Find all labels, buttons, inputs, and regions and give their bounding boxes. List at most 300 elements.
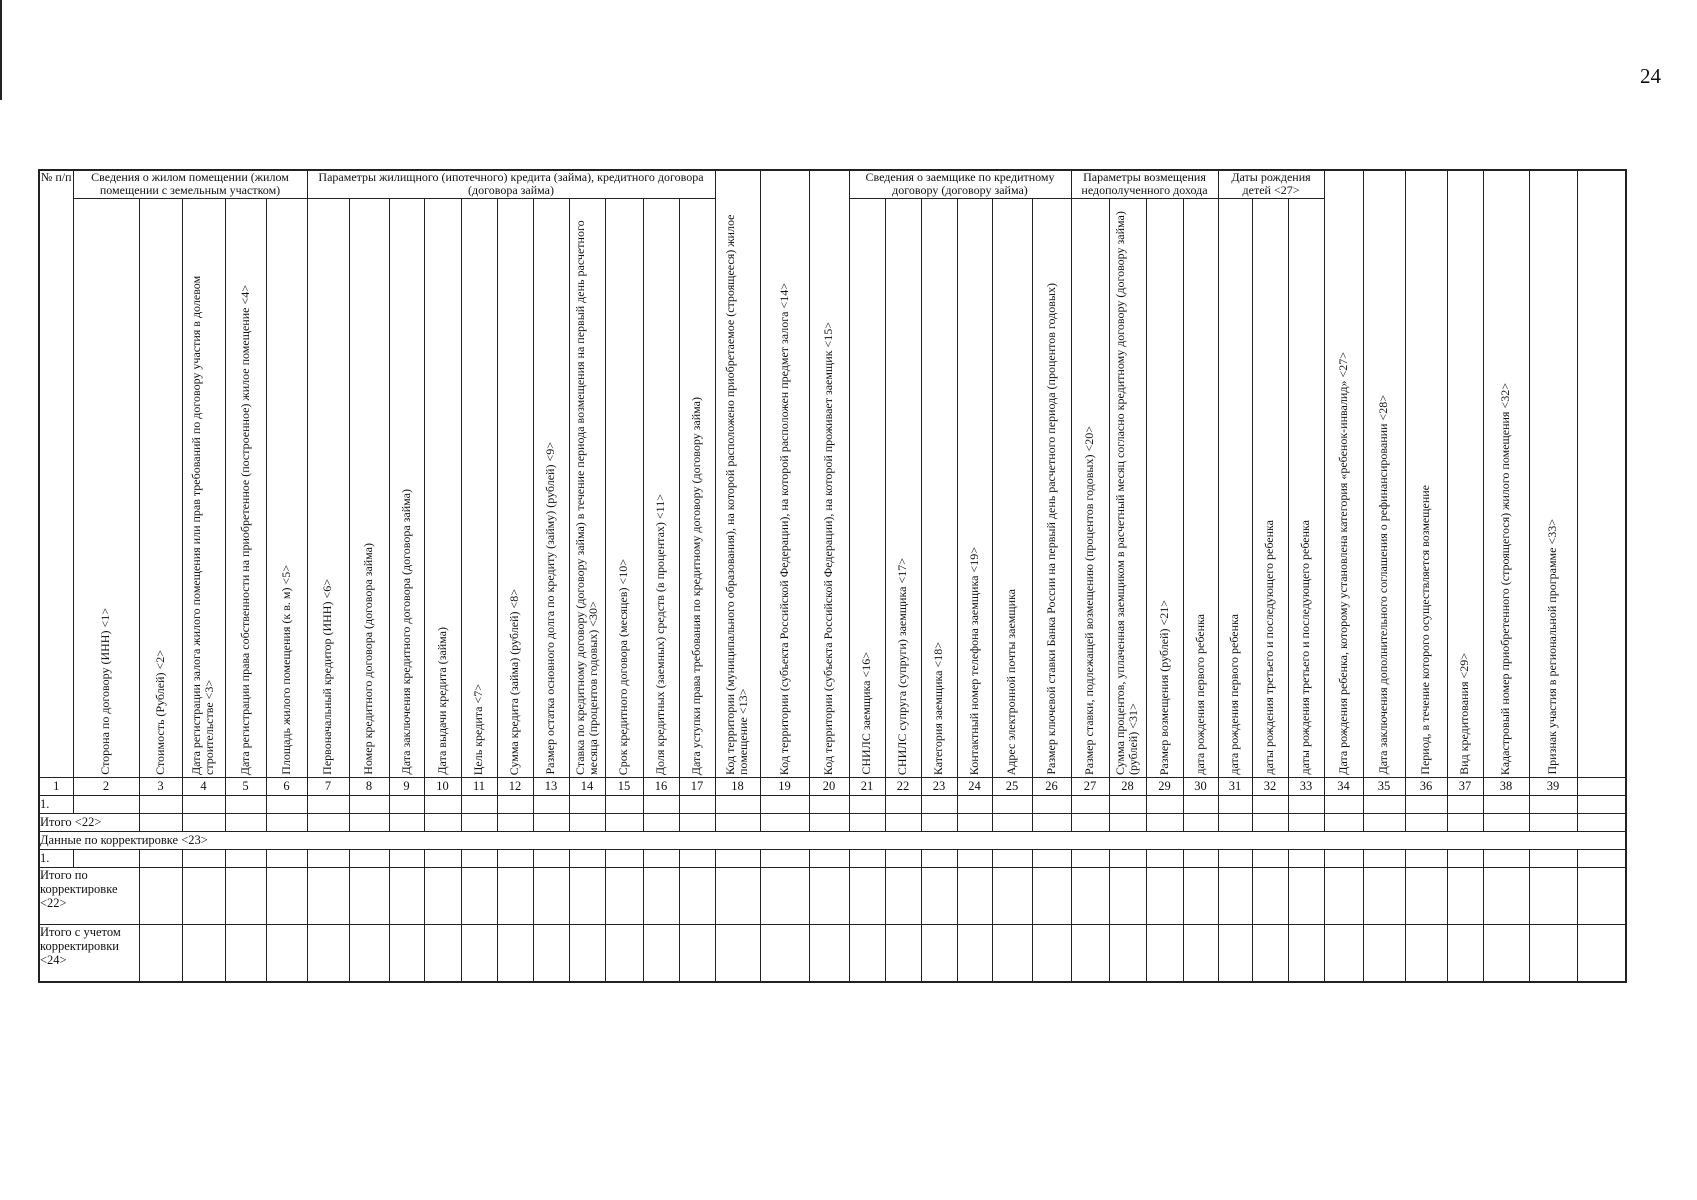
data-cell[interactable] bbox=[760, 795, 809, 813]
data-cell[interactable] bbox=[389, 867, 424, 924]
column-header-text: Размер возмещения (рублей) <21> bbox=[1156, 599, 1171, 775]
data-cell[interactable] bbox=[643, 813, 679, 831]
data-cell[interactable] bbox=[307, 849, 349, 867]
column-number: 5 bbox=[225, 777, 266, 795]
column-header-text: Категория заемщика <18> bbox=[931, 641, 946, 775]
correction-row-1-label: 1. bbox=[39, 849, 73, 867]
data-cell[interactable] bbox=[569, 813, 605, 831]
column-number: 29 bbox=[1146, 777, 1183, 795]
data-cell[interactable] bbox=[349, 867, 389, 924]
column-number: 23 bbox=[921, 777, 957, 795]
group-borrower-header: Сведения о заемщике по кредитному договору (договору займа) bbox=[849, 170, 1071, 198]
data-cell[interactable] bbox=[1146, 795, 1183, 813]
data-cell[interactable] bbox=[809, 813, 849, 831]
column-number: 6 bbox=[266, 777, 307, 795]
data-cell[interactable] bbox=[533, 924, 569, 982]
column-header-text: Код территории (субъекта Российской Федерации), на которой расположен предмет залога <14> bbox=[776, 282, 791, 775]
data-cell[interactable] bbox=[73, 849, 139, 867]
data-cell[interactable] bbox=[1109, 795, 1146, 813]
column-number: 25 bbox=[992, 777, 1032, 795]
data-cell[interactable] bbox=[225, 813, 266, 831]
column-header-29 bbox=[1146, 198, 1183, 777]
data-cell[interactable] bbox=[1218, 924, 1252, 982]
total-with-corrections-row bbox=[39, 924, 1626, 982]
column-header-text: дата рождения первого ребенка bbox=[1227, 614, 1242, 775]
data-cell[interactable] bbox=[533, 849, 569, 867]
column-number: 26 bbox=[1032, 777, 1071, 795]
total-with-corrections-row-label: Итого с учетом корректировки <24> bbox=[39, 924, 139, 982]
corrections-row bbox=[39, 831, 1626, 849]
data-cell[interactable] bbox=[1071, 813, 1109, 831]
data-cell[interactable] bbox=[760, 813, 809, 831]
data-cell[interactable] bbox=[307, 795, 349, 813]
column-header-text: Код территории (субъекта Российской Федерации), на которой проживает заемщик <15> bbox=[821, 321, 836, 775]
data-cell[interactable] bbox=[1288, 795, 1324, 813]
group-children-header: Даты рождения детей <27> bbox=[1218, 170, 1324, 198]
data-cell[interactable] bbox=[497, 924, 533, 982]
data-cell[interactable] bbox=[1109, 924, 1146, 982]
data-cell[interactable] bbox=[885, 924, 921, 982]
data-cell[interactable] bbox=[533, 867, 569, 924]
data-cell[interactable] bbox=[921, 795, 957, 813]
data-cell[interactable] bbox=[389, 813, 424, 831]
column-header-18 bbox=[715, 170, 760, 777]
data-cell[interactable] bbox=[679, 867, 715, 924]
data-cell[interactable] bbox=[225, 924, 266, 982]
data-cell[interactable] bbox=[461, 867, 497, 924]
data-cell[interactable] bbox=[1529, 813, 1577, 831]
column-header-text: Ставка по кредитному договору (договору займа) в течение периода возмещения на первый день расчетного месяца (процентов годовых) <30> bbox=[572, 220, 600, 775]
data-cell[interactable] bbox=[497, 813, 533, 831]
column-header-30 bbox=[1183, 198, 1218, 777]
data-cell[interactable] bbox=[643, 867, 679, 924]
data-cell[interactable] bbox=[307, 813, 349, 831]
column-header-text: Первоначальный кредитор (ИНН) <6> bbox=[320, 579, 335, 775]
page-number: 24 bbox=[1640, 64, 1661, 88]
column-header-25 bbox=[992, 198, 1032, 777]
column-header-19 bbox=[760, 170, 809, 777]
data-cell[interactable] bbox=[1447, 813, 1483, 831]
column-number: 38 bbox=[1483, 777, 1529, 795]
data-cell[interactable] bbox=[992, 867, 1032, 924]
data-cell[interactable] bbox=[1405, 924, 1447, 982]
column-number: 33 bbox=[1288, 777, 1324, 795]
column-number: 11 bbox=[461, 777, 497, 795]
data-cell[interactable] bbox=[1252, 849, 1288, 867]
data-cell[interactable] bbox=[957, 813, 992, 831]
column-number: 9 bbox=[389, 777, 424, 795]
data-cell[interactable] bbox=[1483, 849, 1529, 867]
column-header-5 bbox=[266, 198, 307, 777]
column-header-22 bbox=[885, 198, 921, 777]
column-header-32 bbox=[1252, 198, 1288, 777]
column-header-20 bbox=[809, 170, 849, 777]
column-number: 21 bbox=[849, 777, 885, 795]
data-cell[interactable] bbox=[605, 795, 643, 813]
data-cell[interactable] bbox=[182, 813, 225, 831]
column-header-38 bbox=[1529, 170, 1577, 777]
data-cell[interactable] bbox=[715, 813, 760, 831]
data-cell[interactable] bbox=[1483, 924, 1529, 982]
data-cell[interactable] bbox=[1529, 795, 1577, 813]
column-header-16 bbox=[679, 198, 715, 777]
data-cell[interactable] bbox=[1109, 813, 1146, 831]
data-cell[interactable] bbox=[715, 867, 760, 924]
data-cell[interactable] bbox=[1146, 849, 1183, 867]
column-header-24 bbox=[957, 198, 992, 777]
data-cell[interactable] bbox=[349, 795, 389, 813]
data-cell[interactable] bbox=[266, 867, 307, 924]
data-cell[interactable] bbox=[1032, 849, 1071, 867]
column-header-text: Период, в течение которого осуществляется возмещение bbox=[1418, 485, 1433, 775]
column-number bbox=[1577, 777, 1626, 795]
column-header-11 bbox=[497, 198, 533, 777]
group-compensation-header: Параметры возмещения недополученного дохода bbox=[1071, 170, 1218, 198]
data-cell[interactable] bbox=[1183, 813, 1218, 831]
data-cell[interactable] bbox=[643, 924, 679, 982]
column-header-text: СНИЛС супруга (супруги) заемщика <17> bbox=[895, 557, 910, 775]
column-number: 37 bbox=[1447, 777, 1483, 795]
data-cell[interactable] bbox=[1288, 924, 1324, 982]
data-cell[interactable] bbox=[1405, 813, 1447, 831]
column-header-text: Дата регистрации залога жилого помещения или прав требований по договору участия в долевом строительстве <3> bbox=[189, 275, 217, 775]
data-cell[interactable] bbox=[1218, 813, 1252, 831]
data-cell[interactable] bbox=[1577, 924, 1626, 982]
data-cell[interactable] bbox=[424, 849, 461, 867]
data-cell[interactable] bbox=[1109, 849, 1146, 867]
data-cell[interactable] bbox=[461, 849, 497, 867]
data-cell[interactable] bbox=[1363, 924, 1405, 982]
data-cell[interactable] bbox=[139, 795, 182, 813]
data-cell[interactable] bbox=[139, 924, 182, 982]
data-cell[interactable] bbox=[389, 795, 424, 813]
column-number: 22 bbox=[885, 777, 921, 795]
data-cell[interactable] bbox=[1032, 924, 1071, 982]
data-cell[interactable] bbox=[139, 849, 182, 867]
data-cell[interactable] bbox=[605, 849, 643, 867]
column-header-14 bbox=[605, 198, 643, 777]
column-header-30 bbox=[1218, 198, 1252, 777]
data-cell[interactable] bbox=[1071, 795, 1109, 813]
column-number: 7 bbox=[307, 777, 349, 795]
data-cell[interactable] bbox=[1218, 795, 1252, 813]
data-cell[interactable] bbox=[424, 924, 461, 982]
data-cell[interactable] bbox=[1288, 867, 1324, 924]
data-row-1-label: 1. bbox=[39, 795, 73, 813]
data-cell[interactable] bbox=[1183, 924, 1218, 982]
data-cell[interactable] bbox=[307, 867, 349, 924]
data-cell[interactable] bbox=[569, 795, 605, 813]
data-cell[interactable] bbox=[1288, 813, 1324, 831]
column-header-26 bbox=[1032, 198, 1071, 777]
data-cell[interactable] bbox=[921, 849, 957, 867]
data-cell[interactable] bbox=[992, 795, 1032, 813]
data-cell[interactable] bbox=[1183, 867, 1218, 924]
data-cell[interactable] bbox=[1146, 924, 1183, 982]
column-header-text: Размер ключевой ставки Банка России на первый день расчетного периода (процентов годовых) bbox=[1043, 283, 1058, 775]
column-header-3 bbox=[182, 198, 225, 777]
data-cell[interactable] bbox=[1183, 849, 1218, 867]
data-cell[interactable] bbox=[461, 924, 497, 982]
column-header-text: Контактный номер телефона заемщика <19> bbox=[966, 546, 981, 775]
data-cell[interactable] bbox=[992, 849, 1032, 867]
data-cell[interactable] bbox=[715, 795, 760, 813]
data-cell[interactable] bbox=[921, 867, 957, 924]
column-header-text: Дата заключения кредитного договора (договора займа) bbox=[398, 489, 413, 775]
data-cell[interactable] bbox=[809, 849, 849, 867]
data-cell[interactable] bbox=[1363, 813, 1405, 831]
data-cell[interactable] bbox=[957, 924, 992, 982]
data-cell[interactable] bbox=[225, 795, 266, 813]
column-number: 1 bbox=[39, 777, 73, 795]
column-number: 13 bbox=[533, 777, 569, 795]
column-header-15 bbox=[643, 198, 679, 777]
data-cell[interactable] bbox=[1252, 813, 1288, 831]
data-cell[interactable] bbox=[497, 849, 533, 867]
data-cell[interactable] bbox=[1363, 795, 1405, 813]
data-cell[interactable] bbox=[349, 813, 389, 831]
data-cell[interactable] bbox=[849, 795, 885, 813]
data-cell[interactable] bbox=[849, 849, 885, 867]
data-cell[interactable] bbox=[1363, 849, 1405, 867]
data-cell[interactable] bbox=[389, 924, 424, 982]
column-header-4 bbox=[225, 198, 266, 777]
data-cell[interactable] bbox=[921, 924, 957, 982]
data-cell[interactable] bbox=[1577, 867, 1626, 924]
data-cell[interactable] bbox=[1324, 849, 1363, 867]
data-cell[interactable] bbox=[1405, 849, 1447, 867]
data-cell[interactable] bbox=[225, 849, 266, 867]
data-cell[interactable] bbox=[1447, 924, 1483, 982]
total-corrections-row-label: Итого по корректировке <22> bbox=[39, 867, 139, 924]
column-header-text: Сторона по договору (ИНН) <1> bbox=[98, 608, 113, 775]
data-cell[interactable] bbox=[849, 924, 885, 982]
data-cell[interactable] bbox=[1218, 867, 1252, 924]
data-cell[interactable] bbox=[885, 867, 921, 924]
column-number: 15 bbox=[605, 777, 643, 795]
column-number: 12 bbox=[497, 777, 533, 795]
data-cell[interactable] bbox=[1405, 867, 1447, 924]
column-header-text: Код территории (муниципального образования), на которой расположено приобретаемое (строящееся) жилое помещение <13> bbox=[723, 214, 751, 775]
data-cell[interactable] bbox=[569, 867, 605, 924]
data-cell[interactable] bbox=[139, 813, 182, 831]
column-number: 19 bbox=[760, 777, 809, 795]
data-cell[interactable] bbox=[424, 813, 461, 831]
total-corrections-row bbox=[39, 867, 1626, 924]
column-header-32 bbox=[1288, 198, 1324, 777]
data-cell[interactable] bbox=[605, 924, 643, 982]
data-cell[interactable] bbox=[1218, 849, 1252, 867]
data-cell[interactable] bbox=[1324, 813, 1363, 831]
data-cell[interactable] bbox=[1483, 795, 1529, 813]
data-cell[interactable] bbox=[605, 813, 643, 831]
column-header-text: СНИЛС заемщика <16> bbox=[859, 652, 874, 775]
data-cell[interactable] bbox=[679, 795, 715, 813]
data-cell[interactable] bbox=[715, 924, 760, 982]
data-cell[interactable] bbox=[715, 849, 760, 867]
column-header-text: Цель кредита <7> bbox=[471, 683, 486, 775]
column-header-36 bbox=[1447, 170, 1483, 777]
column-header-2 bbox=[139, 198, 182, 777]
column-number: 8 bbox=[349, 777, 389, 795]
column-number: 14 bbox=[569, 777, 605, 795]
data-cell[interactable] bbox=[679, 924, 715, 982]
column-header-text: даты рождения третьего и последующего ребенка bbox=[1298, 520, 1313, 775]
column-header-text: Размер ставки, подлежащей возмещению (процентов годовых) <20> bbox=[1082, 425, 1097, 775]
column-number: 28 bbox=[1109, 777, 1146, 795]
column-header-23 bbox=[921, 198, 957, 777]
data-cell[interactable] bbox=[1577, 813, 1626, 831]
column-header-21 bbox=[849, 198, 885, 777]
correction-row-1 bbox=[39, 849, 1626, 867]
data-cell[interactable] bbox=[760, 867, 809, 924]
column-number: 18 bbox=[715, 777, 760, 795]
data-cell[interactable] bbox=[1447, 795, 1483, 813]
data-cell[interactable] bbox=[957, 849, 992, 867]
column-header-text: Сумма процентов, уплаченная заемщиком в расчетный месяц согласно кредитному договору (договору займа) (рублей) <31> bbox=[1113, 211, 1141, 775]
data-cell[interactable] bbox=[1483, 867, 1529, 924]
data-cell[interactable] bbox=[1032, 795, 1071, 813]
data-cell[interactable] bbox=[182, 924, 225, 982]
column-number: 3 bbox=[139, 777, 182, 795]
data-cell[interactable] bbox=[1071, 924, 1109, 982]
data-cell[interactable] bbox=[1146, 867, 1183, 924]
total-row-label: Итого <22> bbox=[39, 813, 139, 831]
data-cell[interactable] bbox=[849, 867, 885, 924]
data-cell[interactable] bbox=[885, 795, 921, 813]
data-cell[interactable] bbox=[266, 849, 307, 867]
data-cell[interactable] bbox=[349, 924, 389, 982]
data-cell[interactable] bbox=[1252, 795, 1288, 813]
data-cell[interactable] bbox=[497, 867, 533, 924]
column-number: 34 bbox=[1324, 777, 1363, 795]
data-cell[interactable] bbox=[139, 867, 182, 924]
data-cell[interactable] bbox=[307, 924, 349, 982]
data-cell[interactable] bbox=[1324, 867, 1363, 924]
data-cell[interactable] bbox=[1071, 849, 1109, 867]
data-cell[interactable] bbox=[1252, 924, 1288, 982]
data-cell[interactable] bbox=[1447, 849, 1483, 867]
data-cell[interactable] bbox=[1032, 867, 1071, 924]
column-number: 24 bbox=[957, 777, 992, 795]
data-cell[interactable] bbox=[182, 795, 225, 813]
data-cell[interactable] bbox=[809, 924, 849, 982]
data-cell[interactable] bbox=[569, 849, 605, 867]
column-number: 27 bbox=[1071, 777, 1109, 795]
data-cell[interactable] bbox=[1405, 795, 1447, 813]
data-cell[interactable] bbox=[497, 795, 533, 813]
data-cell[interactable] bbox=[1324, 924, 1363, 982]
data-cell[interactable] bbox=[533, 813, 569, 831]
column-header-10 bbox=[461, 198, 497, 777]
data-cell[interactable] bbox=[885, 849, 921, 867]
data-cell[interactable] bbox=[605, 867, 643, 924]
data-cell[interactable] bbox=[1577, 795, 1626, 813]
column-header-text: Дата уступки права требования по кредитному договору (договору займа) bbox=[689, 396, 704, 775]
data-cell[interactable] bbox=[885, 813, 921, 831]
data-cell[interactable] bbox=[957, 795, 992, 813]
data-cell[interactable] bbox=[533, 795, 569, 813]
data-cell[interactable] bbox=[225, 867, 266, 924]
data-cell[interactable] bbox=[1252, 867, 1288, 924]
data-cell[interactable] bbox=[760, 849, 809, 867]
data-cell[interactable] bbox=[1324, 795, 1363, 813]
data-cell[interactable] bbox=[1483, 813, 1529, 831]
data-cell[interactable] bbox=[643, 795, 679, 813]
column-number: 30 bbox=[1183, 777, 1218, 795]
column-number: 2 bbox=[73, 777, 139, 795]
data-cell[interactable] bbox=[1577, 849, 1626, 867]
column-header-text: Признак участия в региональной программе <33> bbox=[1545, 519, 1560, 775]
report-form-table bbox=[38, 169, 1627, 983]
data-cell[interactable] bbox=[569, 924, 605, 982]
data-cell[interactable] bbox=[266, 813, 307, 831]
left-margin-line bbox=[0, 0, 2, 100]
data-cell[interactable] bbox=[679, 813, 715, 831]
data-cell[interactable] bbox=[389, 849, 424, 867]
column-header-text: Площадь жилого помещения (к в. м) <5> bbox=[278, 565, 293, 775]
data-cell[interactable] bbox=[461, 813, 497, 831]
data-cell[interactable] bbox=[1529, 924, 1577, 982]
data-cell[interactable] bbox=[1363, 867, 1405, 924]
data-cell[interactable] bbox=[266, 924, 307, 982]
data-cell[interactable] bbox=[679, 849, 715, 867]
data-cell[interactable] bbox=[1288, 849, 1324, 867]
column-number: 20 bbox=[809, 777, 849, 795]
column-header-28 bbox=[1109, 198, 1146, 777]
data-cell[interactable] bbox=[182, 867, 225, 924]
data-cell[interactable] bbox=[266, 795, 307, 813]
data-cell[interactable] bbox=[809, 867, 849, 924]
data-cell[interactable] bbox=[1529, 849, 1577, 867]
data-cell[interactable] bbox=[760, 924, 809, 982]
data-cell[interactable] bbox=[643, 849, 679, 867]
col-number-header: № п/п bbox=[39, 170, 73, 777]
data-cell[interactable] bbox=[1146, 813, 1183, 831]
data-cell[interactable] bbox=[1071, 867, 1109, 924]
data-cell[interactable] bbox=[73, 795, 139, 813]
column-number: 39 bbox=[1529, 777, 1577, 795]
data-cell[interactable] bbox=[461, 795, 497, 813]
data-cell[interactable] bbox=[921, 813, 957, 831]
data-cell[interactable] bbox=[849, 813, 885, 831]
data-cell[interactable] bbox=[424, 867, 461, 924]
column-numbers-row bbox=[39, 777, 1626, 795]
data-cell[interactable] bbox=[424, 795, 461, 813]
column-header-6 bbox=[307, 198, 349, 777]
data-cell[interactable] bbox=[349, 849, 389, 867]
data-cell[interactable] bbox=[1183, 795, 1218, 813]
data-cell[interactable] bbox=[992, 924, 1032, 982]
column-header-37 bbox=[1483, 170, 1529, 777]
data-cell[interactable] bbox=[809, 795, 849, 813]
column-number: 35 bbox=[1363, 777, 1405, 795]
data-cell[interactable] bbox=[1447, 867, 1483, 924]
column-header-12 bbox=[533, 198, 569, 777]
data-cell[interactable] bbox=[992, 813, 1032, 831]
data-cell[interactable] bbox=[1529, 867, 1577, 924]
column-header-7 bbox=[349, 198, 389, 777]
data-cell[interactable] bbox=[1109, 867, 1146, 924]
data-cell[interactable] bbox=[1032, 813, 1071, 831]
column-header-text: Стоимость (Рублей) <2> bbox=[152, 650, 167, 775]
data-cell[interactable] bbox=[957, 867, 992, 924]
column-number: 4 bbox=[182, 777, 225, 795]
data-cell[interactable] bbox=[182, 849, 225, 867]
column-header-text: Дата рождения ребенка, которому установлена категория «ребенок-инвалид» <27> bbox=[1335, 352, 1350, 775]
column-header-34 bbox=[1363, 170, 1405, 777]
column-header-text: Доля кредитных (заемных) средств (в процентах) <11> bbox=[653, 493, 668, 775]
